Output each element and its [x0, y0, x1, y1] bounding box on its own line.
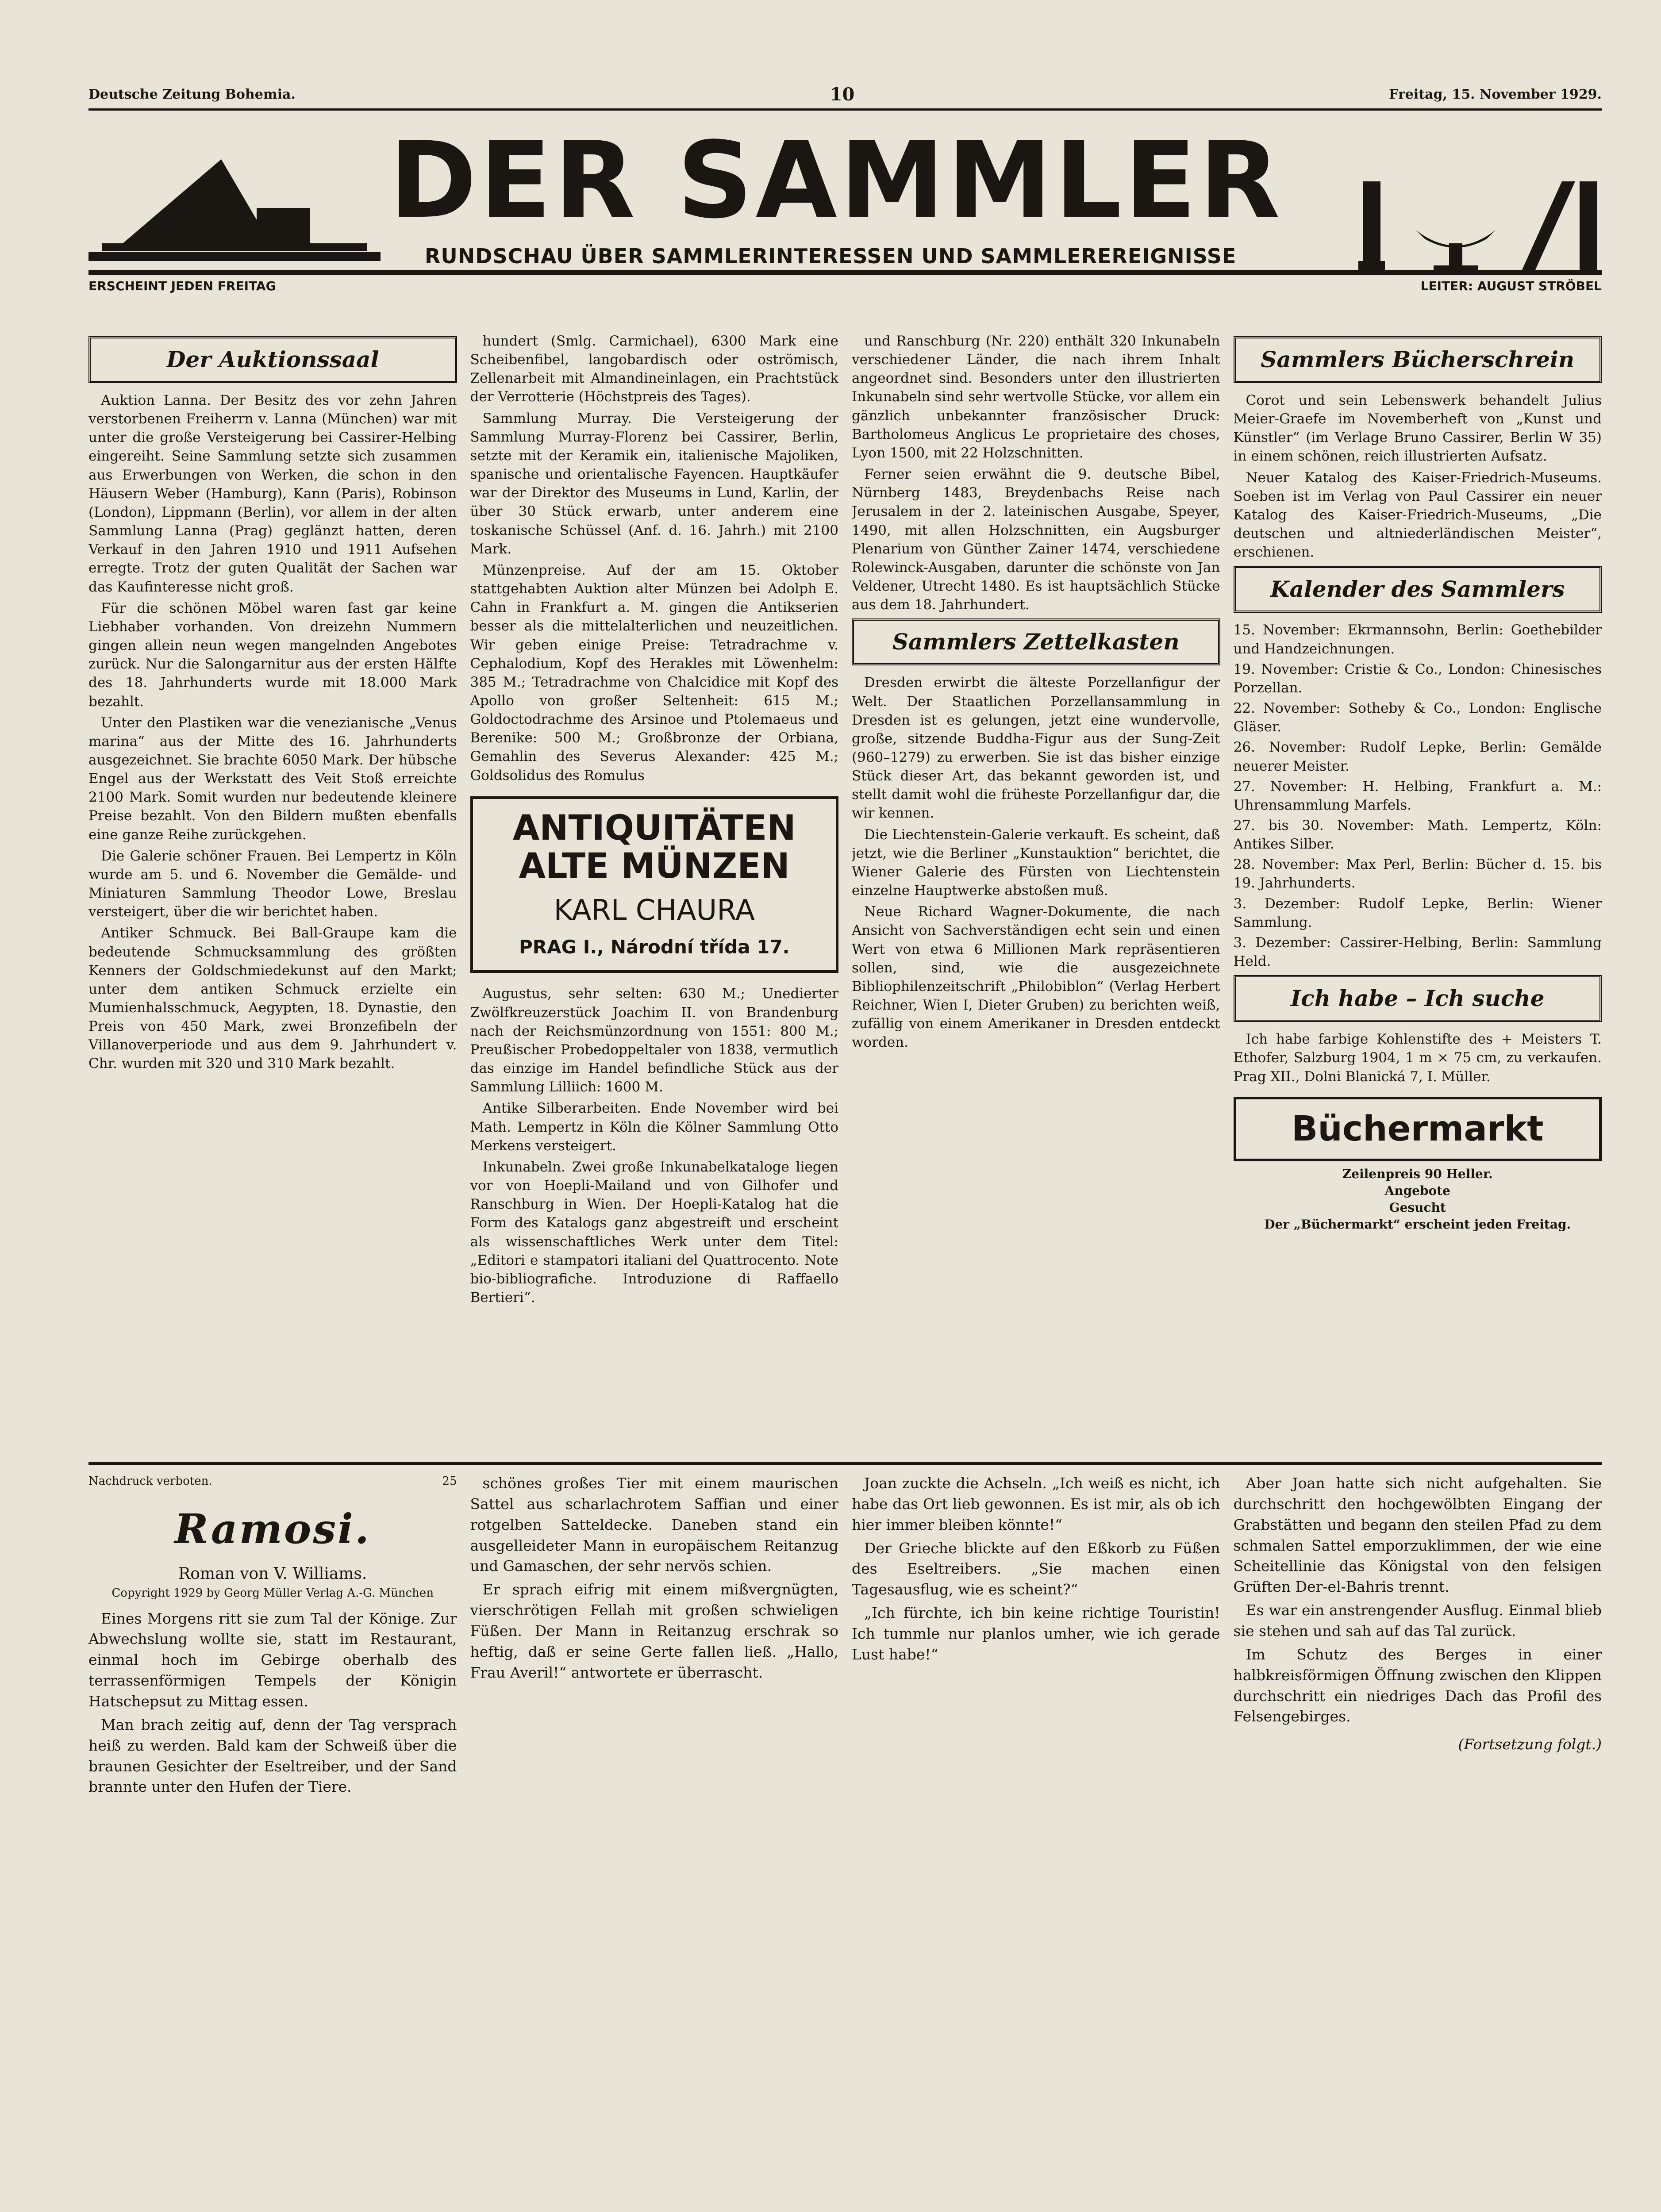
issue-date: Freitag, 15. November 1929.	[1389, 87, 1602, 102]
article-paragraph: Corot und sein Lebenswerk behandelt Julius Meier-Graefe im Novemberheft von „Kunst und Künstler“ (im Verlage Bruno Cassirer, Berlin W 35) in einem schönen, reich illustrierten Aufsatz.	[1233, 392, 1602, 465]
section-heading: Ich habe – Ich suche	[1234, 975, 1602, 1022]
article-paragraph: Dresden erwirbt die älteste Porzellanfigur der Welt. Der Staatlichen Porzellansammlung in Dresden ist es gelungen, jetzt eine wundervolle, große, sitzende Buddha-Figur aus der Sung-Zeit (960–1279) zu erwerben. Sie ist das bisher einzige Stück dieser Art, das bekannt geworden ist, und stellt damit wohl die früheste Porzellanfigur dar, die wir kennen.	[852, 675, 1220, 822]
roman-title: Ramosi.	[174, 1505, 371, 1553]
story-paragraph: Er sprach eifrig mit einem mißvergnügten, vierschrötigen Fellah mit großen schwieligen Füßen. Der Mann in Reitanzug erschrak so heftig, daß er seine Gerte fallen ließ. „Hallo, Frau Averil!“ antwortete er überrascht.	[470, 1581, 838, 1681]
ad-name: KARL CHAURA	[554, 894, 755, 927]
list-item: 22. November: Sotheby & Co., London: Englische Gläser.	[1233, 700, 1602, 735]
section-heading: Sammlers Bücherschrein	[1234, 336, 1602, 383]
market-price: Zeilenpreis 90 Heller.	[1342, 1166, 1493, 1181]
article-paragraph: Antike Silberarbeiten. Ende November wird bei Math. Lempertz in Köln die Kölner Sammlung Otto Merkens versteigert.	[470, 1100, 838, 1154]
roman-copyright: Copyright 1929 by Georg Müller Verlag A.-G. München	[112, 1586, 434, 1600]
newspaper-name: Deutsche Zeitung Bohemia.	[88, 87, 296, 102]
vases-logo-icon	[1354, 173, 1602, 279]
story-paragraph: schönes großes Tier mit einem maurischen Sattel aus scharlachrotem Saffian und einer rotgelben Satteldecke. Daneben stand ein ausgelleideter Mann in europäischem Reitanzug und Gamaschen, der sehr nervös schien.	[470, 1475, 838, 1575]
list-item: 19. November: Cristie & Co., London: Chinesisches Porzellan.	[1233, 661, 1602, 696]
roman-column-3	[852, 1473, 1220, 2212]
article-paragraph: Münzenpreise. Auf der am 15. Oktober stattgehabten Auktion alter Münzen bei Adolph E. Cahn in Frankfurt a. M. gingen die Antikserien besser als die mittelalterlichen und neuzeitlichen. Wir geben einige Preise: Tetradrachme v. Cephalodium, Kopf des Herakles mit Löwenhelm: 385 M.; Tetradrachme von Chalcidice mit Kopf des Apollo von großer Seltenheit: 615 M.; Goldoctodrachme des Arsinoe und Ptolemaeus und Berenike: 500 M.; Großbronze der Orbiana, Gemahlin des Severus Alexander: 425 M.; Goldsolidus des Romulus	[470, 562, 838, 783]
story-paragraph: Eines Morgens ritt sie zum Tal der Könige. Zur Abwechslung wollte sie, statt im Restaurant, einmal hoch im Gebirge oberhalb des terrassenförmigen Tempels der Königin Hatschepsut zu Mittag essen.	[88, 1609, 457, 1710]
story-paragraph: Man brach zeitig auf, denn der Tag versprach heiß zu werden. Bald kam der Schweiß über die braunen Gesichter der Eseltreiber, und der Sand brannte unter den Hufen der Tiere.	[88, 1716, 457, 1796]
list-item: 15. November: Ekrmannsohn, Berlin: Goethebilder und Handzeichnungen.	[1233, 622, 1602, 657]
reprint-notice: Nachdruck verboten.	[88, 1475, 212, 1488]
list-item: 3. Dezember: Cassirer-Helbing, Berlin: Sammlung Held.	[1233, 934, 1602, 970]
list-item: 27. November: H. Helbing, Frankfurt a. M.: Uhrensammlung Marfels.	[1233, 778, 1602, 813]
calendar-list	[1234, 621, 1602, 971]
ad-address: PRAG I., Národní třída 17.	[519, 936, 790, 958]
list-item: 3. Dezember: Rudolf Lepke, Berlin: Wiener Sammlung.	[1233, 895, 1602, 930]
section-heading: Kalender des Sammlers	[1234, 566, 1602, 613]
article-paragraph: Antiker Schmuck. Bei Ball-Graupe kam die bedeutende Schmucksammlung des größten Kenners der Goldschmiedekunst auf den Markt; unter dem antiken Schmuck erzielte ein Mumienhalsschmuck, Aegypten, 18. Dynastie, den Preis von 450 Mark, zwei Bronzefibeln der Villanoverperiode und aus dem 9. Jahrhundert v. Chr. wurden mit 320 und 310 Mark bezahlt.	[88, 925, 457, 1072]
section-heading: Sammlers Zettelkasten	[852, 618, 1220, 665]
editor-line: LEITER: AUGUST STRÖBEL	[1420, 279, 1602, 293]
market-search-label: Gesucht	[1389, 1200, 1446, 1215]
story-paragraph: Der Grieche blickte auf den Eßkorb zu Füßen des Eseltreibers. „Sie machen einen Tagesausflug, wie es scheint?“	[852, 1539, 1220, 1598]
story-paragraph: Im Schutz des Berges in einer halbkreisförmigen Öffnung zwischen den Klippen durchschritt ein niedriges Dach das Profil des Felsengebirges.	[1233, 1645, 1602, 1725]
page-header	[88, 84, 1602, 111]
masthead-meta	[88, 279, 1602, 293]
antiquitaeten-advertisement	[470, 796, 839, 973]
story-paragraph: Joan zuckte die Achseln. „Ich weiß es nicht, ich habe das Ort lieb gewonnen. Es ist mir, als ob ich hier immer bleiben könnte!“	[852, 1475, 1220, 1533]
market-note: Der „Büchermarkt“ erscheint jeden Freitag.	[1264, 1217, 1571, 1232]
roman-column-2	[470, 1473, 839, 2212]
article-paragraph: Unter den Plastiken war die venezianische „Venus marina“ aus der Mitte des 16. Jahrhunderts ausgezeichnet. Sie brachte 6050 Mark. Der hübsche Engel aus der Werkstatt des Veit Stoß erreichte 2100 Mark. Somit wurden nur bedeutende kleinere Preise bezahlt. Von den Bildern mußten ebenfalls eine ganze Reihe zurückgehen.	[88, 714, 457, 843]
article-paragraph: Neuer Katalog des Kaiser-Friedrich-Museums. Soeben ist im Verlag von Paul Cassirer ein neuer Katalog des Kaiser-Friedrich-Museums, „Die deutschen und altniederländischen Meister“, erschienen.	[1233, 469, 1602, 561]
article-paragraph: Sammlung Murray. Die Versteigerung der Sammlung Murray-Florenz bei Cassirer, Berlin, setzte mit der Keramik ein, italienische Majoliken, spanische und orientalische Fayencen. Hauptkäufer war der Direktor des Museums in Lund, Karlin, der über 30 Stück erwarb, unter anderem eine toskanische Schüssel (Anf. d. 16. Jahrh.) mit 2100 Mark.	[470, 410, 838, 557]
story-paragraph: Es war ein anstrengender Ausflug. Einmal blieb sie stehen und sah auf das Tal zurück.	[1233, 1601, 1602, 1640]
article-paragraph: Die Galerie schöner Frauen. Bei Lempertz in Köln wurde am 5. und 6. November die Gemälde- und Miniaturen Sammlung Theodor Lowe, Breslau versteigert, über die wir berichtet haben.	[88, 848, 457, 920]
classified-ad: Ich habe farbige Kohlenstifte des + Meisters T. Ethofer, Salzburg 1904, 1 m × 75 cm, zu verkaufen. Prag XII., Dolni Blanická 7, I. Müller.	[1233, 1031, 1602, 1085]
article-paragraph: Neue Richard Wagner-Dokumente, die nach Ansicht von Sachverständigen echt sein und einen Wert von etwa 6 Millionen Mark repräsentieren sollen, sind, wie die ausgezeichnete Bibliophilenzeitschrift „Philobiblon“ (Verlag Herbert Reichner, Wien I, Dieter Gruben) zu berichten weiß, zufällig von einem Amerikaner in Dresden entdeckt worden.	[852, 904, 1220, 1051]
section-divider	[88, 1462, 1602, 1465]
article-paragraph: Inkunabeln. Zwei große Inkunabelkataloge liegen vor von Hoepli-Mailand und von Gilhofer und Ranschburg in Wien. Der Hoepli-Katalog hat die Form des Katalogs ganz abgestreift und erscheint als wissenschaftliches Werk unter dem Titel: „Editori e stampatori italiani del Quattrocento. Note bio-bibliografiche. Introduzione di Raffaello Bertieri“.	[470, 1159, 838, 1306]
article-paragraph: und Ranschburg (Nr. 220) enthält 320 Inkunabeln verschiedener Länder, die nach ihrem Inhalt angeordnet sind. Besonders unter den illustrierten Inkunabeln sind sehr wertvolle Stücke, vor allem ein gänzlich unbekannter französischer Druck: Bartholomeus Anglicus Le proprietaire des choses, Lyon 1500, mit 22 Holzschnitten.	[852, 333, 1220, 461]
list-item: 26. November: Rudolf Lepke, Berlin: Gemälde neuerer Meister.	[1233, 739, 1602, 774]
article-paragraph: Die Liechtenstein-Galerie verkauft. Es scheint, daß jetzt, wie die Berliner „Kunstauktion“ berichtet, die Wiener Galerie des Fürsten von Liechtenstein einzelne Hauptwerke abstoßen muß.	[852, 826, 1220, 899]
installment-number: 25	[442, 1475, 457, 1488]
column-4	[1234, 332, 1602, 1447]
market-offer-label: Angebote	[1384, 1183, 1450, 1198]
masthead-title: DER SAMMLER	[389, 119, 1283, 242]
roman-meta	[88, 1473, 457, 1490]
column-2	[470, 332, 839, 1447]
list-item: 28. November: Max Perl, Berlin: Bücher d. 15. bis 19. Jahrhunderts.	[1233, 856, 1602, 891]
article-paragraph: Auktion Lanna. Der Besitz des vor zehn Jahren verstorbenen Freiherrn v. Lanna (München) war mit unter die große Versteigerung bei Cassirer-Helbing eingereiht. Seine Sammlung setzte sich zusammen aus Erwerbungen von Werken, die schon in den Häusern Weber (Hamburg), Kann (Paris), Robinson (London), Lippmann (Berlin), vor allem in der alten Sammlung Lanna (Prag) geglänzt hatten, deren Verkauf in den Jahren 1910 und 1911 Aufsehen erregte. Trotz der guten Qualität der Sachen war das Kaufinteresse nicht groß.	[88, 392, 457, 595]
roman-column-4	[1234, 1473, 1602, 2212]
article-paragraph: Ferner seien erwähnt die 9. deutsche Bibel, Nürnberg 1483, Breydenbachs Reise nach Jerusalem in der 2. lateinischen Ausgabe, Speyer, 1490, mit allen Holzschnitten, ein Augsburger Plenarium von Günther Zainer 1474, verschiedene Rolewinck-Ausgaben, darunter die schönste von Jan Veldener, Utrecht 1480. Es ist hauptsächlich Stücke aus dem 18. Jahrhundert.	[852, 466, 1220, 613]
roman-column-1	[88, 1473, 457, 2212]
newspaper-page	[88, 84, 1602, 2212]
masthead-subtitle: RUNDSCHAU ÜBER SAMMLERINTERESSEN UND SAMMLEREREIGNISSE	[425, 244, 1237, 268]
article-paragraph: Für die schönen Möbel waren fast gar keine Liebhaber vorhanden. Von dreizehn Nummern gingen allein neun wegen mangelnden Angebotes zurück. Nur die Salongarnitur aus der ersten Hälfte des 18. Jahrhunderts wurde mit 18.000 Mark bezahlt.	[88, 600, 457, 710]
story-paragraph: „Ich fürchte, ich bin keine richtige Touristin! Ich tummle nur planlos umher, wie ich gerade Lust habe!“	[852, 1604, 1220, 1663]
article-paragraph: Augustus, sehr selten: 630 M.; Unedierter Zwölfkreuzerstück Joachim II. von Brandenburg nach der Reichsmünzordnung von 1551: 800 M.; Preußischer Probedoppeltaler von 1838, vermutlich das einzige im Handel befindliche Stück aus der Sammlung Lilliich: 1600 M.	[470, 986, 838, 1095]
story-paragraph: Aber Joan hatte sich nicht aufgehalten. Sie durchschritt den hochgewölbten Eingang der Grabstätten und begann den steilen Pfad zu dem schmalen Sattel emporzuklimmen, der wie eine Scheitellinie das Königstal von den felsigen Grüften Der-el-Bahris trennt.	[1233, 1475, 1602, 1596]
column-3	[852, 332, 1220, 1447]
ad-line-1: ANTIQUITÄTEN	[512, 808, 796, 848]
continued-notice: (Fortsetzung folgt.)	[1458, 1736, 1602, 1753]
masthead-rule	[88, 270, 1602, 275]
publication-frequency: ERSCHEINT JEDEN FREITAG	[88, 279, 276, 293]
section-heading: Der Auktionssaal	[88, 336, 457, 383]
feuilleton-roman	[88, 1473, 1602, 2212]
article-paragraph: hundert (Smlg. Carmichael), 6300 Mark eine Scheibenfibel, langobardisch oder oströmisch, Zellenarbeit mit Almandineinlagen, ein Prachtstück der Verrotterie (Höchstpreis des Tages).	[470, 333, 838, 405]
ad-line-2: ALTE MÜNZEN	[519, 846, 790, 886]
page-number: 10	[830, 84, 855, 105]
sammler-columns	[88, 332, 1602, 1447]
buechermarkt-heading: Büchermarkt	[1234, 1097, 1602, 1161]
roman-author: Roman von V. Williams.	[178, 1564, 367, 1583]
masthead	[88, 119, 1602, 293]
pyramid-logo-icon	[88, 155, 381, 265]
column-auktionssaal	[88, 332, 457, 1447]
list-item: 27. bis 30. November: Math. Lempertz, Köln: Antikes Silber.	[1233, 817, 1602, 853]
